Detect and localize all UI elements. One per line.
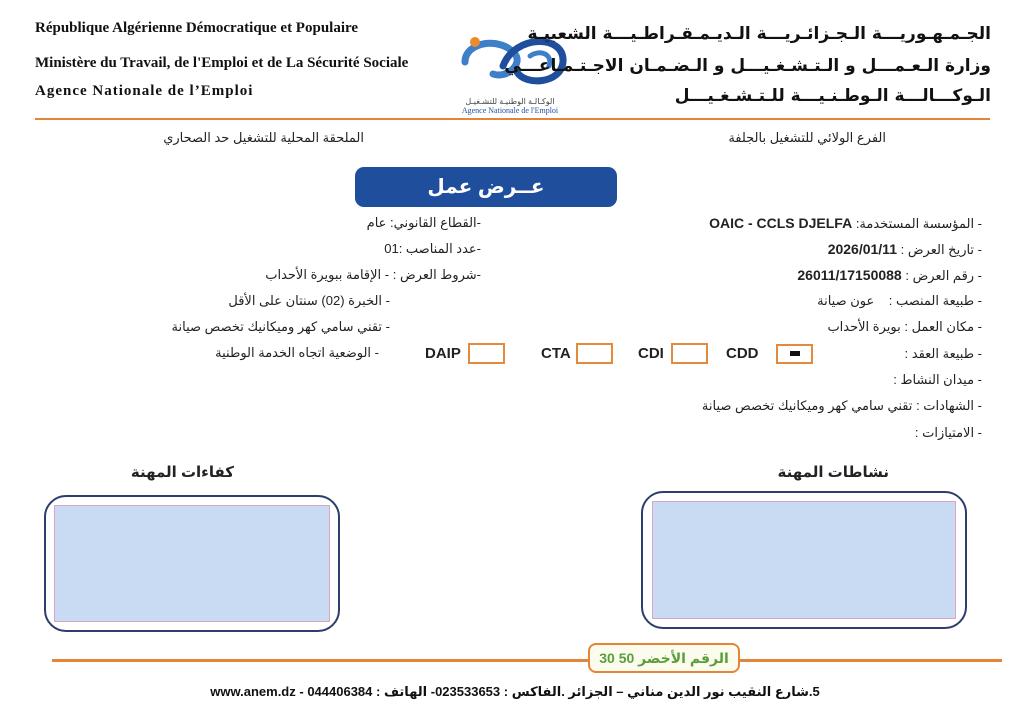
contract-cdi-checkbox[interactable] — [671, 343, 708, 364]
logo-ar-text: الوكـالـة الوطنيـة للتشـغيـل — [465, 97, 555, 106]
field-qualification: - تقني سامي كهر وميكانيك تخصص صيانة — [171, 319, 390, 334]
field-diplomas — [622, 398, 982, 414]
page-title: عــرض عمل — [355, 167, 617, 207]
field-offer-number — [662, 267, 982, 284]
field-position-value: عون صيانة — [817, 293, 875, 308]
field-experience: - الخبرة (02) سنتان على الأقل — [228, 293, 390, 308]
contract-cdd-label: CDD — [726, 345, 759, 362]
field-offer-conditions: -شروط العرض : - الإقامة ببويرة الأحداب — [265, 267, 481, 282]
field-workplace — [662, 319, 982, 335]
field-military-status: - الوضعية اتجاه الخدمة الوطنية — [215, 345, 379, 360]
field-legal-sector: -القطاع القانوني: عام — [366, 215, 481, 230]
field-employer — [662, 215, 982, 232]
checked-mark-icon — [790, 351, 800, 356]
footer-line-left — [52, 659, 588, 662]
field-diplomas-label: - الشهادات : — [916, 398, 982, 413]
logo-fr-text: Agence Nationale de l'Emploi — [461, 106, 559, 115]
contract-cdd-checkbox[interactable] — [776, 344, 813, 364]
header-fr-line2: Ministère du Travail, de l'Emploi et de La Sécurité Sociale — [35, 55, 409, 71]
footer-line-right — [739, 659, 1002, 662]
skills-title: كفاءات المهنة — [130, 464, 234, 481]
contract-daip-checkbox[interactable] — [468, 343, 505, 364]
footer-address: 5.شارع النقيب نور الدين مناني – الجزائر .الفاكس : 023533653- الهاتف : 044406384 - www.anem.dz — [210, 684, 820, 699]
field-position-label: - طبيعة المنصب : — [888, 293, 982, 308]
field-date-value: 2026/01/11 — [827, 241, 897, 257]
field-workplace-label: - مكان العمل : — [904, 319, 982, 334]
field-offer-number-value: 26011/17150088 — [797, 267, 902, 283]
field-employer-label: - المؤسسة المستخدمة: — [855, 216, 982, 231]
branch-left: الملحقة المحلية للتشغيل حد الصحاري — [163, 130, 364, 145]
activities-title: نشاطات المهنة — [777, 464, 889, 481]
field-offer-number-label: - رقم العرض : — [905, 268, 982, 283]
green-number-badge: الرقم الأخضر 50 30 — [588, 643, 740, 673]
skills-panel[interactable] — [44, 495, 340, 632]
contract-cta-checkbox[interactable] — [576, 343, 613, 364]
field-date — [662, 241, 982, 258]
activities-panel[interactable] — [641, 491, 967, 629]
header-fr-line1: République Algérienne Démocratique et Populaire — [35, 20, 359, 36]
header-divider — [35, 118, 990, 120]
contract-cta-label: CTA — [541, 345, 571, 362]
contract-cdi-label: CDI — [638, 345, 664, 362]
contract-daip-label: DAIP — [425, 345, 461, 362]
header-ar-line2: وزارة الـعـمـــل و الـتـشـغـيـــل و الـضـمـان الاجـتـمـاعـــي — [504, 56, 991, 76]
header-ar-line1: الجـمـهـوريـــة الـجـزائـريـــة الـديـمـقـراطـيـــة الشعبيـة — [527, 24, 991, 44]
branch-right: الفرع الولائي للتشغيل بالجلفة — [728, 130, 886, 145]
field-positions-count: -عدد المناصب :01 — [384, 241, 481, 256]
field-benefits-label: - الامتيازات : — [914, 425, 982, 440]
field-activity-label: - ميدان النشاط : — [893, 372, 982, 387]
header-ar-line3: الـوكـــالـــة الـوطـنـيـــة للـتـشـغـيـــل — [674, 86, 991, 106]
field-diplomas-value: تقني سامي كهر وميكانيك تخصص صيانة — [701, 398, 913, 413]
activities-panel-content — [652, 501, 956, 619]
field-workplace-value: بويرة الأحداب — [827, 319, 901, 334]
field-contract-label: - طبيعة العقد : — [904, 346, 982, 361]
skills-panel-content — [54, 505, 330, 622]
field-employer-value: OAIC - CCLS DJELFA — [709, 215, 853, 231]
field-position — [662, 293, 982, 309]
field-date-label: - تاريخ العرض : — [900, 242, 982, 257]
header-fr-line3: Agence Nationale de l’Emploi — [35, 83, 254, 99]
